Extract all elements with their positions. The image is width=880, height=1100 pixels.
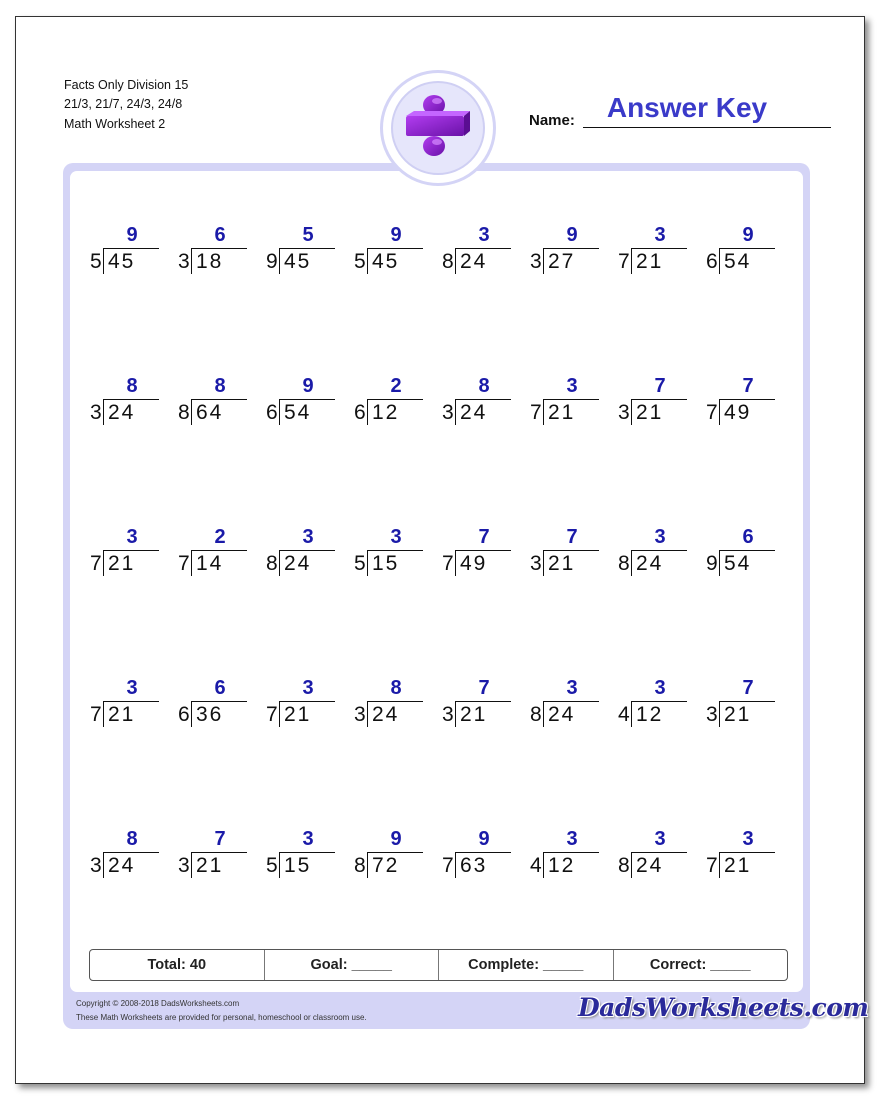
division-bracket-wall [367,701,368,727]
problem-dividend: 21 [724,854,752,877]
division-bracket-bar [103,852,159,853]
score-correct: Correct: _____ [649,957,751,973]
problem-answer: 7 [214,828,226,850]
problem-divisor: 7 [442,552,454,575]
problem-answer: 9 [390,224,402,246]
division-bracket-wall [367,550,368,576]
problem-dividend: 45 [372,250,400,273]
problem-answer: 8 [390,677,402,699]
division-sign-icon [400,88,476,168]
problem-answer: 6 [742,526,754,548]
division-problem [86,224,166,274]
division-problem [350,224,430,274]
problem-answer: 5 [302,224,314,246]
problem-answer: 3 [302,526,314,548]
division-problem [438,526,518,576]
problem-divisor: 3 [354,703,366,726]
score-complete: Complete: _____ [439,950,614,980]
problem-divisor: 5 [354,250,366,273]
problem-answer: 7 [654,375,666,397]
division-bracket-bar [543,399,599,400]
problem-divisor: 7 [618,250,630,273]
problem-divisor: 6 [178,703,190,726]
division-bracket-wall [719,701,720,727]
problem-dividend: 63 [460,854,488,877]
problem-dividend: 64 [196,401,224,424]
division-problem [174,828,254,878]
division-bracket-wall [191,550,192,576]
problem-answer: 3 [654,677,666,699]
problem-answer: 9 [478,828,490,850]
division-bracket-wall [279,399,280,425]
problem-divisor: 3 [706,703,718,726]
problem-divisor: 7 [530,401,542,424]
problem-divisor: 7 [90,552,102,575]
problem-dividend: 12 [548,854,576,877]
problem-answer: 3 [390,526,402,548]
division-bracket-wall [455,550,456,576]
division-bracket-wall [543,852,544,878]
problem-dividend: 49 [460,552,488,575]
problem-dividend: 21 [548,401,576,424]
score-goal: Goal: _____ [265,950,440,980]
problem-dividend: 15 [372,552,400,575]
problem-answer: 9 [742,224,754,246]
division-bracket-wall [191,852,192,878]
division-bracket-bar [367,701,423,702]
problem-answer: 3 [742,828,754,850]
problem-divisor: 7 [442,854,454,877]
problem-divisor: 9 [266,250,278,273]
problem-dividend: 12 [372,401,400,424]
division-bracket-bar [631,701,687,702]
division-problem [174,224,254,274]
division-problem [438,224,518,274]
division-bracket-wall [455,399,456,425]
division-problem [438,677,518,727]
problem-dividend: 24 [548,703,576,726]
problem-answer: 3 [566,375,578,397]
problem-divisor: 3 [90,401,102,424]
division-bracket-bar [191,248,247,249]
division-bracket-wall [367,399,368,425]
division-bracket-bar [367,550,423,551]
problem-answer: 2 [214,526,226,548]
problem-answer: 3 [302,828,314,850]
problem-dividend: 21 [108,703,136,726]
division-problem [526,224,606,274]
division-problem [526,677,606,727]
division-bracket-bar [191,701,247,702]
problem-answer: 3 [478,224,490,246]
problem-dividend: 24 [636,552,664,575]
problem-divisor: 8 [618,552,630,575]
problem-divisor: 9 [706,552,718,575]
division-bracket-bar [543,248,599,249]
problem-divisor: 7 [266,703,278,726]
problem-divisor: 6 [706,250,718,273]
division-bracket-wall [279,550,280,576]
division-problem [526,828,606,878]
problem-divisor: 3 [178,250,190,273]
division-problem [350,375,430,425]
division-bracket-bar [279,399,335,400]
problem-answer: 9 [302,375,314,397]
problem-dividend: 27 [548,250,576,273]
problem-answer: 7 [478,526,490,548]
problem-dividend: 54 [724,250,752,273]
problem-dividend: 54 [284,401,312,424]
division-bracket-wall [367,852,368,878]
division-bracket-wall [719,399,720,425]
division-bracket-bar [103,399,159,400]
division-bracket-bar [719,399,775,400]
division-bracket-bar [191,550,247,551]
division-bracket-wall [543,248,544,274]
division-bracket-bar [543,550,599,551]
problem-divisor: 8 [178,401,190,424]
division-problem [174,375,254,425]
division-problem [350,828,430,878]
division-bracket-wall [279,248,280,274]
problem-answer: 8 [126,828,138,850]
division-problem [702,677,782,727]
brand-logo: DadsWorksheets.com [578,993,869,1022]
problem-divisor: 3 [530,552,542,575]
division-bracket-bar [631,550,687,551]
division-problem [614,828,694,878]
division-problem [262,375,342,425]
division-bracket-bar [367,852,423,853]
problem-answer: 3 [654,526,666,548]
division-bracket-wall [631,399,632,425]
division-bracket-bar [455,701,511,702]
division-problem [438,828,518,878]
division-problem [174,677,254,727]
division-bracket-bar [367,399,423,400]
problem-divisor: 4 [530,854,542,877]
problem-divisor: 5 [354,552,366,575]
division-problem [438,375,518,425]
division-bracket-wall [455,701,456,727]
division-bracket-bar [279,852,335,853]
division-bracket-bar [279,701,335,702]
division-problem [86,828,166,878]
problem-dividend: 24 [108,401,136,424]
division-bracket-wall [191,248,192,274]
problem-dividend: 54 [724,552,752,575]
problem-divisor: 8 [618,854,630,877]
division-problem [174,526,254,576]
problem-divisor: 8 [266,552,278,575]
score-total: Total: 40 [90,950,265,980]
division-bracket-bar [455,399,511,400]
division-problem [702,224,782,274]
problem-divisor: 3 [178,854,190,877]
division-bracket-wall [631,852,632,878]
problem-answer: 2 [390,375,402,397]
worksheet-number: Math Worksheet 2 [64,117,166,131]
problem-divisor: 6 [266,401,278,424]
division-bracket-bar [543,701,599,702]
problem-answer: 6 [214,677,226,699]
problem-dividend: 21 [636,250,664,273]
division-bracket-bar [367,248,423,249]
division-bracket-bar [103,701,159,702]
problem-answer: 7 [566,526,578,548]
problem-dividend: 21 [196,854,224,877]
problem-answer: 6 [214,224,226,246]
division-bracket-bar [191,399,247,400]
division-bracket-wall [719,550,720,576]
division-problem [614,375,694,425]
problem-divisor: 3 [442,703,454,726]
problem-divisor: 3 [530,250,542,273]
problem-divisor: 7 [706,401,718,424]
problem-dividend: 24 [284,552,312,575]
problem-divisor: 8 [354,854,366,877]
problem-dividend: 14 [196,552,224,575]
name-line [583,127,831,128]
problem-dividend: 15 [284,854,312,877]
problem-dividend: 21 [460,703,488,726]
problem-divisor: 7 [90,703,102,726]
division-problem [350,526,430,576]
problem-divisor: 3 [618,401,630,424]
division-bracket-bar [719,248,775,249]
division-bracket-wall [279,701,280,727]
division-bracket-bar [719,550,775,551]
copyright-text: Copyright © 2008-2018 DadsWorksheets.com [76,999,240,1008]
problem-answer: 7 [742,375,754,397]
division-bracket-wall [455,852,456,878]
division-bracket-bar [719,701,775,702]
division-problem [262,224,342,274]
division-bracket-bar [455,248,511,249]
division-bracket-wall [367,248,368,274]
problem-divisor: 6 [354,401,366,424]
division-bracket-bar [103,550,159,551]
division-bracket-wall [631,550,632,576]
division-bracket-bar [279,550,335,551]
worksheet-title: Facts Only Division 15 [64,78,189,92]
division-problem [614,526,694,576]
problem-dividend: 45 [284,250,312,273]
problem-answer: 3 [566,677,578,699]
usage-notice: These Math Worksheets are provided for personal, homeschool or classroom use. [76,1013,367,1022]
score-box [89,949,788,981]
problem-dividend: 72 [372,854,400,877]
problem-divisor: 5 [90,250,102,273]
division-bracket-wall [631,248,632,274]
problem-answer: 9 [566,224,578,246]
problem-dividend: 24 [108,854,136,877]
division-bracket-bar [279,248,335,249]
division-bracket-wall [455,248,456,274]
problem-answer: 7 [478,677,490,699]
division-bracket-bar [631,248,687,249]
division-bracket-wall [191,399,192,425]
name-label: Name: [529,112,575,129]
division-bracket-bar [631,852,687,853]
problem-divisor: 3 [90,854,102,877]
division-bracket-wall [719,248,720,274]
problem-dividend: 24 [460,401,488,424]
division-problem [262,828,342,878]
division-bracket-bar [455,550,511,551]
problem-dividend: 12 [636,703,664,726]
problem-dividend: 21 [548,552,576,575]
division-bracket-bar [191,852,247,853]
division-bracket-wall [279,852,280,878]
problem-dividend: 49 [724,401,752,424]
problem-answer: 7 [742,677,754,699]
problem-answer: 8 [478,375,490,397]
problem-answer: 3 [566,828,578,850]
division-problem [350,677,430,727]
problem-divisor: 4 [618,703,630,726]
worksheet-facts: 21/3, 21/7, 24/3, 24/8 [64,97,183,111]
division-problem [702,375,782,425]
problem-answer: 3 [654,224,666,246]
division-bracket-wall [103,399,104,425]
division-problem [86,526,166,576]
problem-dividend: 45 [108,250,136,273]
problem-dividend: 24 [460,250,488,273]
problem-answer: 3 [302,677,314,699]
division-problem [614,677,694,727]
division-problem [702,828,782,878]
problem-answer: 9 [126,224,138,246]
problem-divisor: 8 [442,250,454,273]
problem-answer: 3 [126,526,138,548]
division-bracket-wall [631,701,632,727]
problem-answer: 9 [390,828,402,850]
division-problem [614,224,694,274]
division-bracket-wall [543,550,544,576]
problem-divisor: 7 [178,552,190,575]
problem-answer: 8 [214,375,226,397]
problem-dividend: 21 [636,401,664,424]
problem-divisor: 7 [706,854,718,877]
division-problem [262,526,342,576]
division-bracket-wall [191,701,192,727]
problem-answer: 8 [126,375,138,397]
problem-divisor: 3 [442,401,454,424]
problem-dividend: 36 [196,703,224,726]
problem-dividend: 24 [372,703,400,726]
division-bracket-bar [455,852,511,853]
answer-key-title: Answer Key [606,92,768,123]
problem-dividend: 21 [724,703,752,726]
division-problem [702,526,782,576]
division-bracket-bar [543,852,599,853]
division-bracket-wall [103,550,104,576]
division-problem [262,677,342,727]
division-bracket-bar [631,399,687,400]
problem-dividend: 18 [196,250,224,273]
division-bracket-bar [719,852,775,853]
problem-divisor: 5 [266,854,278,877]
division-bracket-wall [103,701,104,727]
division-problem [86,677,166,727]
division-bracket-wall [543,399,544,425]
problem-dividend: 21 [108,552,136,575]
problem-answer: 3 [126,677,138,699]
division-bracket-wall [103,248,104,274]
division-bracket-wall [719,852,720,878]
division-problem [526,375,606,425]
problem-dividend: 24 [636,854,664,877]
division-bracket-wall [103,852,104,878]
division-problem [526,526,606,576]
division-bracket-wall [543,701,544,727]
problem-dividend: 21 [284,703,312,726]
division-bracket-bar [103,248,159,249]
problem-divisor: 8 [530,703,542,726]
problem-answer: 3 [654,828,666,850]
division-problem [86,375,166,425]
